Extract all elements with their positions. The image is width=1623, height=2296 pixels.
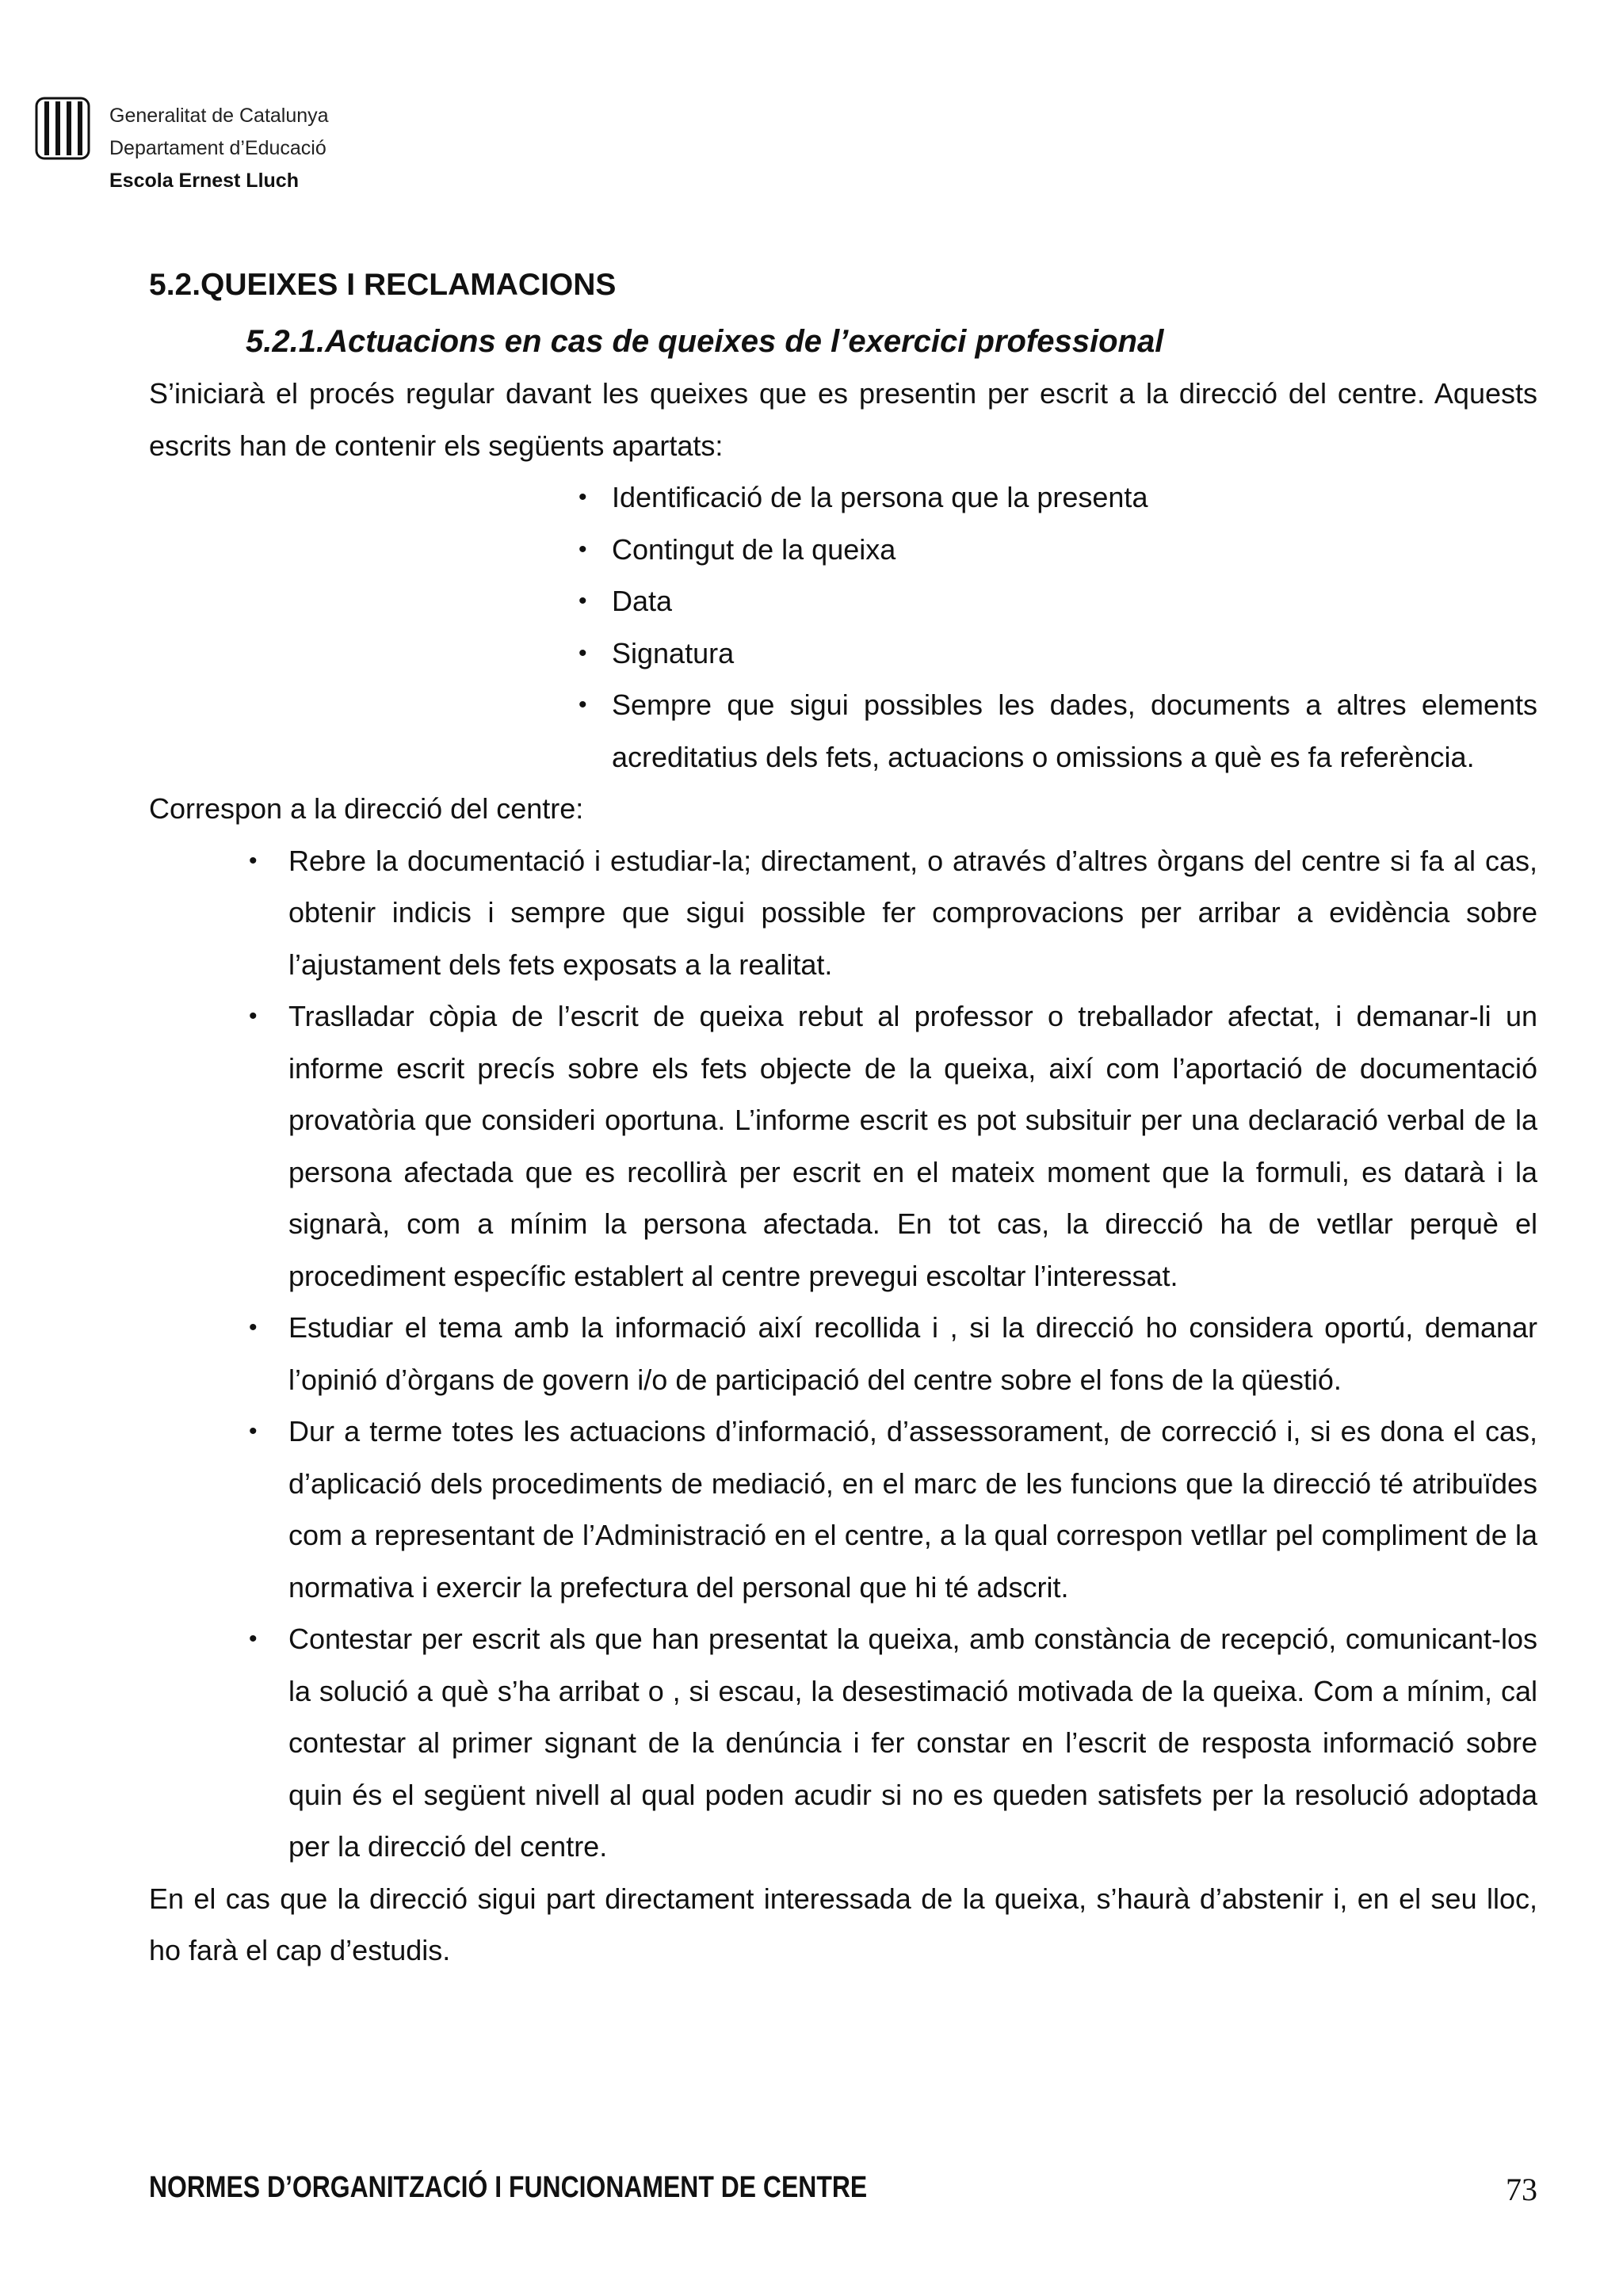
direction-tasks-list xyxy=(255,835,1537,1873)
requirements-list xyxy=(579,471,1537,783)
list-item: • Contestar per escrit als que han presentat la queixa, amb constància de recepció, comunicant-los la solució a què s’ha arribat o , si escau, la desestimació motivada de la queixa. Com a mínim, cal contestar al primer signant de la denúncia i fer constar en l’escrit de resposta informació sobre quin és el següent nivell al qual poden acudir si no es queden satisfets per la resolució adoptada per la direcció del centre. xyxy=(255,1613,1537,1873)
page-header xyxy=(35,93,510,204)
list-item: • Signatura xyxy=(579,627,1537,680)
header-line-department: Departament d’Educació xyxy=(109,137,327,159)
list-item: • Identificació de la persona que la presenta xyxy=(579,471,1537,524)
list-item: • Sempre que sigui possibles les dades, documents a altres elements acreditatius dels fets, actuacions o omissions a què es fa referència. xyxy=(579,679,1537,783)
section-subtitle: 5.2.1.Actuacions en cas de queixes de l’exercici professional xyxy=(246,324,1164,359)
page-footer xyxy=(149,2171,1537,2218)
header-line-generalitat: Generalitat de Catalunya xyxy=(109,105,329,127)
list-item: • Rebre la documentació i estudiar-la; directament, o através d’altres òrgans del centre si fa al cas, obtenir indicis i sempre que sigui possible fer comprovacions per arribar a evidència sobre l’ajustament dels fets exposats a la realitat. xyxy=(255,835,1537,991)
document-body xyxy=(149,255,1537,1977)
section-title: 5.2.QUEIXES I RECLAMACIONS xyxy=(149,268,617,302)
header-line-school: Escola Ernest Lluch xyxy=(109,170,299,192)
page-number: 73 xyxy=(1506,2172,1537,2207)
list-item: • Dur a terme totes les actuacions d’informació, d’assessorament, de correcció i, si es dona el cas, d’aplicació dels procediments de mediació, en el marc de les funcions que la direcció té atribuïdes com a representant de l’Administració en el centre, a la qual correspon vetllar pel compliment de la normativa i exercir la prefectura del personal que hi té adscrit. xyxy=(255,1405,1537,1613)
list-item: • Contingut de la queixa xyxy=(579,524,1537,576)
list-item: • Traslladar còpia de l’escrit de queixa rebut al professor o treballador afectat, i demanar-li un informe escrit precís sobre els fets objecte de la queixa, així com l’aportació de documentació provatòria que consideri oportuna. L’informe escrit es pot subsituir per una declaració verbal de la persona afectada que es recollirà per escrit en el mateix moment que la formuli, es datarà i la signarà, com a mínim la persona afectada. En tot cas, la direcció ha de vetllar perquè el procediment específic establert al centre prevegui escoltar l’interessat. xyxy=(255,990,1537,1302)
list-item: • Estudiar el tema amb la informació així recollida i , si la direcció ho considera oportú, demanar l’opinió d’òrgans de govern i/o de participació del centre sobre el fons de la qüestió. xyxy=(255,1302,1537,1405)
list-item: • Data xyxy=(579,575,1537,627)
closing-paragraph: En el cas que la direcció sigui part directament interessada de la queixa, s’haurà d’abstenir i, en el seu lloc, ho farà el cap d’estudis. xyxy=(149,1882,1537,1966)
generalitat-logo-icon xyxy=(35,97,90,160)
intro-paragraph: S’iniciarà el procés regular davant les queixes que es presentin per escrit a la direcció del centre. Aquests escrits han de contenir els següents apartats: xyxy=(149,377,1537,462)
footer-title: NORMES D’ORGANITZACIÓ I FUNCIONAMENT DE CENTRE xyxy=(149,2171,868,2204)
direction-intro: Correspon a la direcció del centre: xyxy=(149,792,584,825)
